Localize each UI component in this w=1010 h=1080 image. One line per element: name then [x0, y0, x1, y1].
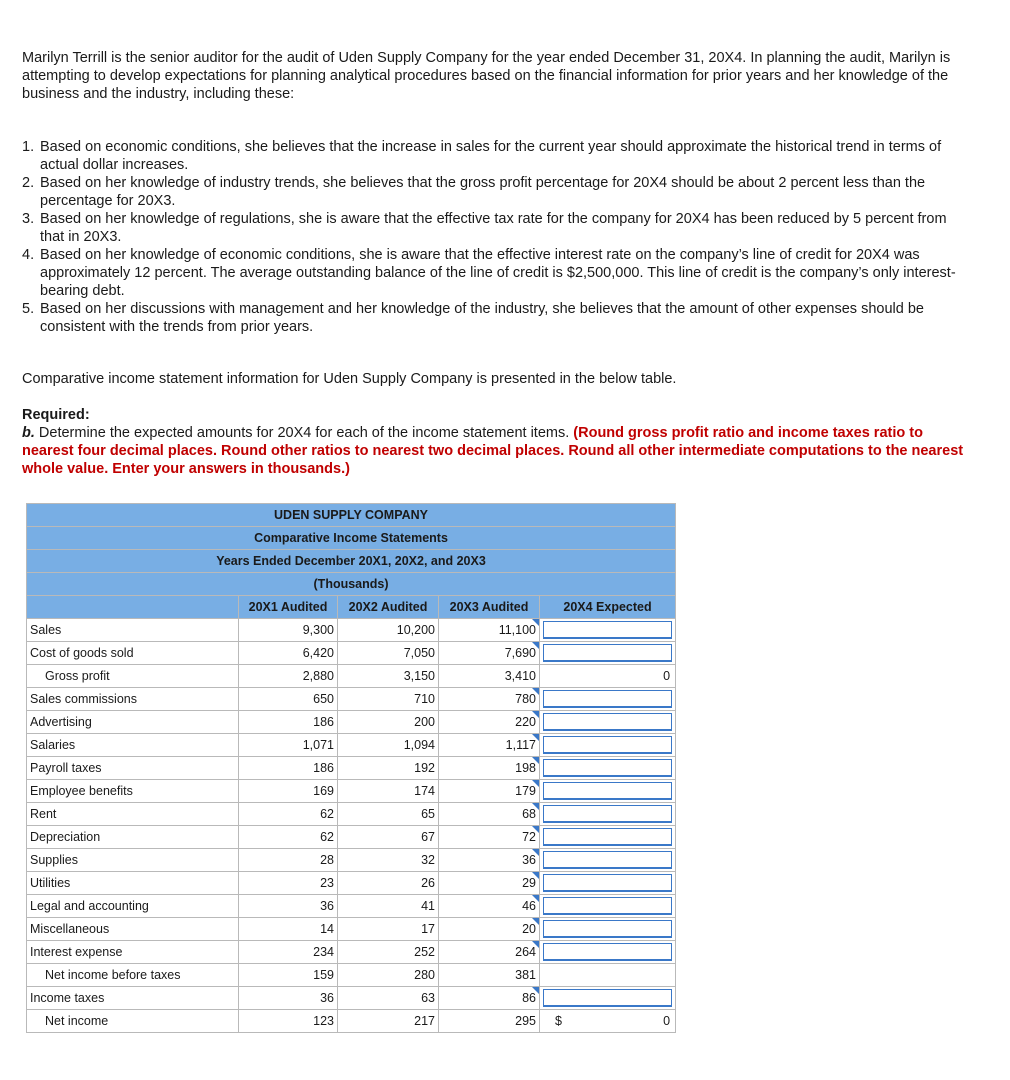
cell-value: 86 — [439, 987, 540, 1010]
condition-text: Based on her knowledge of industry trends, she believes that the gross profit percentage for 20X4 should be about 2 percent less than the percentage for 20X3. — [40, 175, 926, 209]
table-units: (Thousands) — [27, 573, 676, 596]
condition-number: 2. — [22, 175, 35, 191]
col-header: 20X2 Audited — [338, 596, 439, 619]
table-row — [27, 918, 676, 941]
cell-value: 710 — [338, 688, 439, 711]
row-label: Miscellaneous — [27, 918, 239, 941]
row-label: Cost of goods sold — [27, 642, 239, 665]
row-label: Net income — [27, 1010, 239, 1033]
row-label: Interest expense — [27, 941, 239, 964]
cell-value: 32 — [338, 849, 439, 872]
condition-item — [22, 300, 972, 336]
expected-computed-cell — [540, 1010, 676, 1033]
row-label: Payroll taxes — [27, 757, 239, 780]
expected-input[interactable] — [540, 826, 676, 849]
cell-value: 200 — [338, 711, 439, 734]
condition-item — [22, 174, 972, 210]
row-label: Income taxes — [27, 987, 239, 1010]
condition-item — [22, 210, 972, 246]
expected-computed-cell — [540, 964, 676, 987]
row-label: Sales — [27, 619, 239, 642]
expected-input[interactable] — [540, 987, 676, 1010]
cell-value: 7,690 — [439, 642, 540, 665]
cell-value: 72 — [439, 826, 540, 849]
table-row — [27, 803, 676, 826]
cell-value: 29 — [439, 872, 540, 895]
cell-value: 198 — [439, 757, 540, 780]
cell-value: 220 — [439, 711, 540, 734]
cell-value: 192 — [338, 757, 439, 780]
condition-text: Based on her knowledge of economic conditions, she is aware that the effective interest rate on the company’s line of credit for 20X4 was approximately 12 percent. The average outstanding balance of the line of credit is $2,500,000. This line of credit is the company’s only interest-bearing debt. — [40, 247, 956, 299]
cell-value: 10,200 — [338, 619, 439, 642]
row-label: Sales commissions — [27, 688, 239, 711]
cell-value: 14 — [239, 918, 338, 941]
intro-paragraph: Marilyn Terrill is the senior auditor for the audit of Uden Supply Company for the year ended December 31, 20X4. In planning the audit, Marilyn is attempting to develop expectations for planning analytical procedures based on the financial information for prior years and her knowledge of the business and the industry, including these: — [22, 50, 951, 102]
cell-value: 280 — [338, 964, 439, 987]
table-row — [27, 941, 676, 964]
col-header: 20X4 Expected — [540, 596, 676, 619]
expected-value: 0 — [663, 1014, 671, 1028]
table-row — [27, 665, 676, 688]
cell-value: 234 — [239, 941, 338, 964]
cell-value: 3,150 — [338, 665, 439, 688]
required-section — [22, 406, 972, 478]
cell-value: 28 — [239, 849, 338, 872]
table-row — [27, 619, 676, 642]
col-header: 20X3 Audited — [439, 596, 540, 619]
table-row — [27, 711, 676, 734]
table-row — [27, 849, 676, 872]
cell-value: 6,420 — [239, 642, 338, 665]
cell-value: 650 — [239, 688, 338, 711]
income-statement-table — [26, 503, 676, 1033]
row-label: Supplies — [27, 849, 239, 872]
condition-number: 3. — [22, 211, 35, 227]
cell-value: 65 — [338, 803, 439, 826]
expected-input[interactable] — [540, 803, 676, 826]
required-instruction: Determine the expected amounts for 20X4 for each of the income statement items. — [34, 425, 570, 441]
row-label: Net income before taxes — [27, 964, 239, 987]
expected-input[interactable] — [540, 734, 676, 757]
cell-value: 20 — [439, 918, 540, 941]
expected-input[interactable] — [540, 849, 676, 872]
cell-value: 26 — [338, 872, 439, 895]
cell-value: 7,050 — [338, 642, 439, 665]
col-header: 20X1 Audited — [239, 596, 338, 619]
currency-symbol: $ — [555, 1014, 562, 1028]
row-label: Salaries — [27, 734, 239, 757]
cell-value: 252 — [338, 941, 439, 964]
cell-value: 11,100 — [439, 619, 540, 642]
row-label: Gross profit — [27, 665, 239, 688]
cell-value: 264 — [439, 941, 540, 964]
cell-value: 62 — [239, 803, 338, 826]
cell-value: 780 — [439, 688, 540, 711]
table-row — [27, 1010, 676, 1033]
cell-value: 159 — [239, 964, 338, 987]
cell-value: 23 — [239, 872, 338, 895]
expected-value: 0 — [663, 669, 671, 683]
row-label: Utilities — [27, 872, 239, 895]
cell-value: 63 — [338, 987, 439, 1010]
cell-value: 381 — [439, 964, 540, 987]
condition-text: Based on her knowledge of regulations, she is aware that the effective tax rate for the company for 20X4 has been reduced by 5 percent from that in 20X3. — [40, 211, 947, 245]
table-row — [27, 734, 676, 757]
expected-input[interactable] — [540, 688, 676, 711]
cell-value: 174 — [338, 780, 439, 803]
table-row — [27, 895, 676, 918]
expected-input[interactable] — [540, 918, 676, 941]
condition-number: 4. — [22, 247, 35, 263]
table-period: Years Ended December 20X1, 20X2, and 20X3 — [27, 550, 676, 573]
cell-value: 2,880 — [239, 665, 338, 688]
cell-value: 67 — [338, 826, 439, 849]
table-row — [27, 780, 676, 803]
cell-value: 186 — [239, 711, 338, 734]
cell-value: 17 — [338, 918, 439, 941]
cell-value: 217 — [338, 1010, 439, 1033]
row-label: Employee benefits — [27, 780, 239, 803]
condition-text: Based on her discussions with management and her knowledge of the industry, she believes that the amount of other expenses should be consistent with the trends from prior years. — [40, 301, 924, 335]
row-label: Depreciation — [27, 826, 239, 849]
expected-input[interactable] — [540, 619, 676, 642]
expected-input[interactable] — [540, 711, 676, 734]
cell-value: 179 — [439, 780, 540, 803]
conditions-list — [22, 138, 972, 336]
table-row — [27, 987, 676, 1010]
required-text — [22, 424, 972, 478]
table-row — [27, 642, 676, 665]
table-row — [27, 688, 676, 711]
cell-value: 1,117 — [439, 734, 540, 757]
cell-value: 9,300 — [239, 619, 338, 642]
table-row — [27, 757, 676, 780]
expected-input[interactable] — [540, 757, 676, 780]
required-part: b. — [22, 425, 35, 441]
table-row — [27, 826, 676, 849]
comparative-note: Comparative income statement information for Uden Supply Company is presented in the below table. — [22, 371, 677, 387]
cell-value: 36 — [239, 895, 338, 918]
cell-value: 62 — [239, 826, 338, 849]
table-row — [27, 872, 676, 895]
header-blank — [27, 596, 239, 619]
row-label: Rent — [27, 803, 239, 826]
row-label: Legal and accounting — [27, 895, 239, 918]
condition-number: 1. — [22, 139, 35, 155]
cell-value: 1,071 — [239, 734, 338, 757]
cell-value: 295 — [439, 1010, 540, 1033]
expected-computed-cell — [540, 665, 676, 688]
cell-value: 68 — [439, 803, 540, 826]
table-subtitle: Comparative Income Statements — [27, 527, 676, 550]
cell-value: 36 — [239, 987, 338, 1010]
cell-value: 123 — [239, 1010, 338, 1033]
condition-text: Based on economic conditions, she believes that the increase in sales for the current year should approximate the historical trend in terms of actual dollar increases. — [40, 139, 942, 173]
cell-value: 1,094 — [338, 734, 439, 757]
expected-input[interactable] — [540, 872, 676, 895]
cell-value: 169 — [239, 780, 338, 803]
row-label: Advertising — [27, 711, 239, 734]
table-title: UDEN SUPPLY COMPANY — [27, 504, 676, 527]
expected-input[interactable] — [540, 895, 676, 918]
condition-number: 5. — [22, 301, 35, 317]
expected-input[interactable] — [540, 780, 676, 803]
expected-input[interactable] — [540, 642, 676, 665]
cell-value: 46 — [439, 895, 540, 918]
condition-item — [22, 138, 972, 174]
cell-value: 36 — [439, 849, 540, 872]
cell-value: 3,410 — [439, 665, 540, 688]
required-heading: Required: — [22, 407, 90, 423]
cell-value: 41 — [338, 895, 439, 918]
table-row — [27, 964, 676, 987]
expected-input[interactable] — [540, 941, 676, 964]
condition-item — [22, 246, 972, 300]
rounding-instructions: (Round gross profit ratio and income taxes ratio to nearest four decimal places. Round other ratios to nearest two decimal places. Round all other intermediate computations to the nearest whole value. Enter your answers in thousands.) — [22, 425, 964, 477]
cell-value: 186 — [239, 757, 338, 780]
